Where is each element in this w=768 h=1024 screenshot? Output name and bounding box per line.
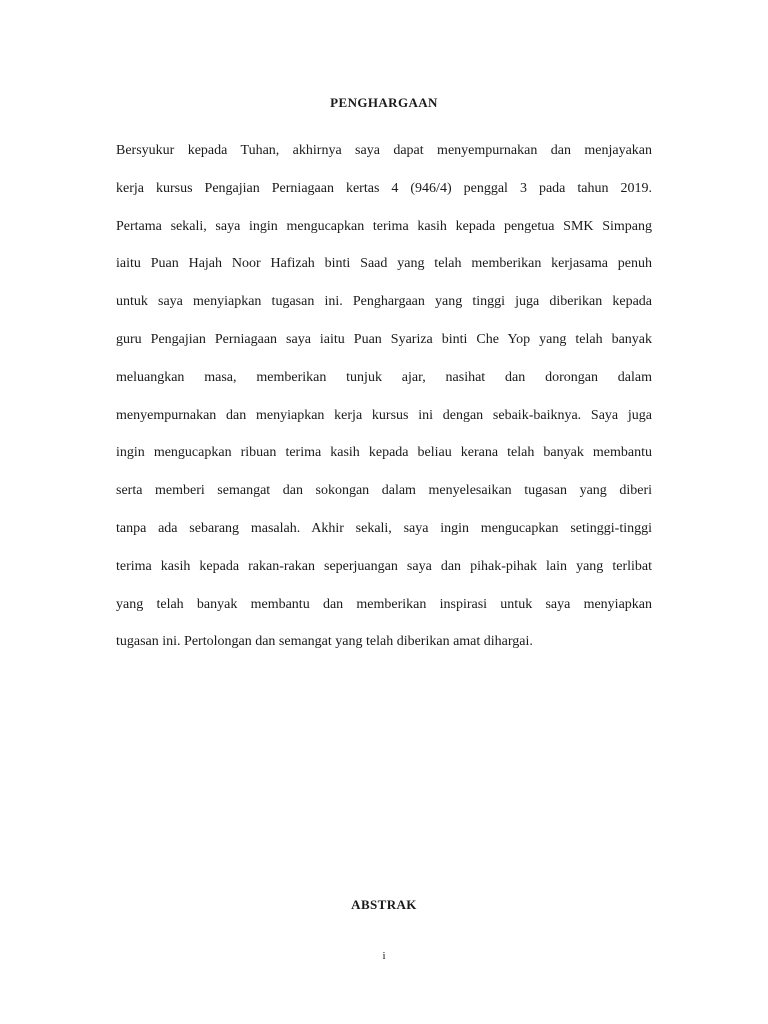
paragraph-line: Pertama sekali, saya ingin mengucapkan terima kasih kepada pengetua SMK Simpang xyxy=(116,218,652,234)
paragraph-line: untuk saya menyiapkan tugasan ini. Penghargaan yang tinggi juga diberikan kepada xyxy=(116,294,652,310)
paragraph-line: ingin mengucapkan ribuan terima kasih kepada beliau kerana telah banyak membantu xyxy=(116,445,652,461)
paragraph-line: tugasan ini. Pertolongan dan semangat yang telah diberikan amat dihargai. xyxy=(116,634,533,650)
paragraph-line: terima kasih kepada rakan-rakan seperjuangan saya dan pihak-pihak lain yang terlibat xyxy=(116,558,652,574)
paragraph-line: meluangkan masa, memberikan tunjuk ajar, nasihat dan dorongan dalam xyxy=(116,369,652,385)
section-heading: PENGHARGAAN xyxy=(330,95,438,110)
paragraph-line: kerja kursus Pengajian Perniagaan kertas 4 (946/4) penggal 3 pada tahun 2019. xyxy=(116,180,652,196)
paragraph-line: iaitu Puan Hajah Noor Hafizah binti Saad yang telah memberikan kerjasama penuh xyxy=(116,256,652,272)
acknowledgement-paragraph xyxy=(116,132,652,661)
paragraph-line: guru Pengajian Perniagaan saya iaitu Puan Syariza binti Che Yop yang telah banyak xyxy=(116,331,652,347)
paragraph-line: Bersyukur kepada Tuhan, akhirnya saya dapat menyempurnakan dan menjayakan xyxy=(116,143,652,158)
paragraph-line: menyempurnakan dan menyiapkan kerja kursus ini dengan sebaik-baiknya. Saya juga xyxy=(116,407,652,423)
paragraph-line: yang telah banyak membantu dan memberikan inspirasi untuk saya menyiapkan xyxy=(116,596,652,612)
paragraph-line: tanpa ada sebarang masalah. Akhir sekali, saya ingin mengucapkan setinggi-tinggi xyxy=(116,520,652,536)
paragraph-line: serta memberi semangat dan sokongan dalam menyelesaikan tugasan yang diberi xyxy=(116,483,652,499)
page-number: i xyxy=(382,950,386,962)
next-section-heading: ABSTRAK xyxy=(351,897,417,912)
